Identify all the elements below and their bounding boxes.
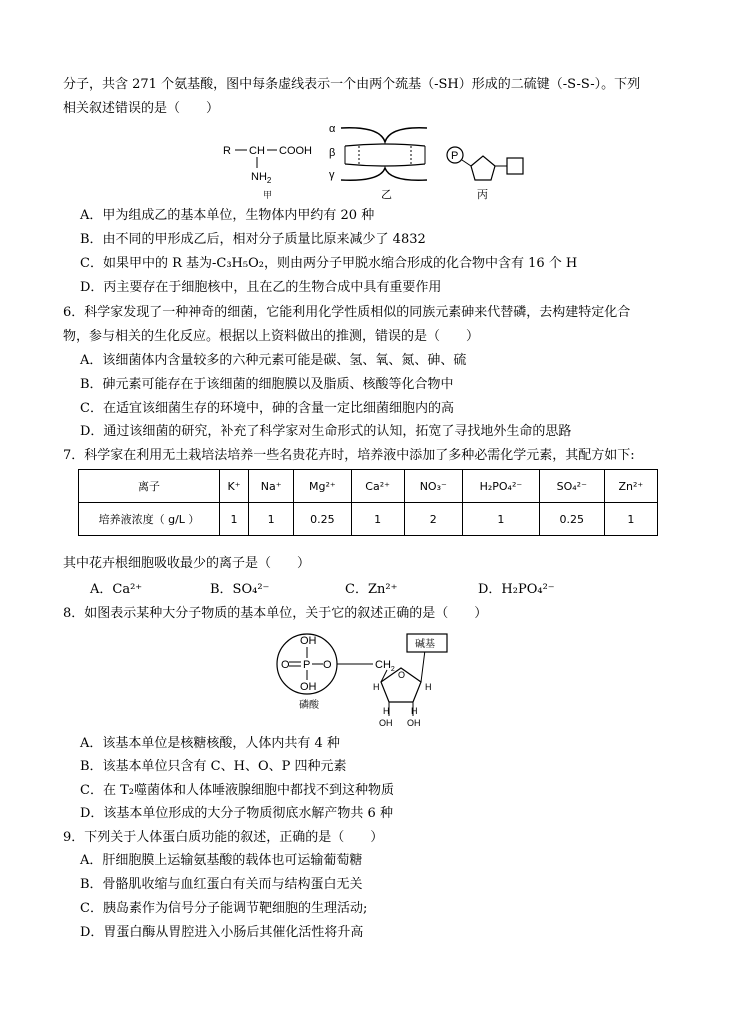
sugar-oh-2: OH bbox=[407, 718, 421, 728]
nh2-label: $NH_2$ bbox=[251, 171, 272, 185]
table-cell: 1 bbox=[604, 503, 657, 536]
table-header-cell: Ca²⁺ bbox=[351, 470, 404, 503]
q6-stem-line2: 物，参与相关的生化反应。根据以上资料做出的推测，错误的是（ ） bbox=[63, 329, 480, 344]
ion-concentration-table bbox=[78, 469, 658, 536]
table-cell: 0.25 bbox=[539, 503, 604, 536]
cooh-label: COOH bbox=[279, 145, 312, 157]
q7-question: 其中花卉根细胞吸收最少的离子是（ ） bbox=[63, 556, 311, 571]
q5-option-a[interactable]: A．甲为组成乙的基本单位，生物体内甲约有 20 种 bbox=[80, 208, 375, 223]
table-cell: 1 bbox=[220, 503, 249, 536]
sugar-h-2: H bbox=[425, 682, 432, 692]
phosphate-o-right: O bbox=[323, 659, 332, 671]
q7-option-b[interactable]: B．SO₄²⁻ bbox=[210, 582, 270, 597]
q8-option-c[interactable]: C．在 T₂噬菌体和人体唾液腺细胞中都找不到这种物质 bbox=[80, 783, 394, 798]
q7-option-c[interactable]: C．Zn²⁺ bbox=[345, 582, 398, 597]
fig-label-bing: 丙 bbox=[477, 189, 488, 201]
ch-label: CH bbox=[249, 145, 265, 157]
q6-option-c[interactable]: C．在适宜该细菌生存的环境中，砷的含量一定比细菌细胞内的高 bbox=[80, 401, 454, 416]
q7-stem: 7．科学家在利用无土栽培法培养一些名贵花卉时，培养液中添加了多种必需化学元素，其配方如下: bbox=[63, 448, 635, 463]
sugar-h-4: H bbox=[411, 706, 418, 716]
table-row bbox=[79, 503, 658, 536]
nucleotide-structure-figure bbox=[275, 628, 465, 728]
q9-option-b[interactable]: B．骨骼肌收缩与血红蛋白有关而与结构蛋白无关 bbox=[80, 877, 363, 892]
q9-option-c[interactable]: C．胰岛素作为信号分子能调节靶细胞的生理活动; bbox=[80, 901, 368, 916]
q5-stem-line1: 分子，共含 271 个氨基酸，图中每条虚线表示一个由两个巯基（-SH）形成的二硫键（-S-S-）。下列 bbox=[63, 77, 641, 92]
table-header-cell: Na⁺ bbox=[249, 470, 294, 503]
table-cell: 1 bbox=[351, 503, 404, 536]
phosphate-p-label: P bbox=[451, 150, 459, 162]
phosphate-label: 磷酸 bbox=[299, 700, 319, 711]
q9-option-d[interactable]: D．胃蛋白酶从胃腔进入小肠后其催化活性将升高 bbox=[80, 925, 364, 940]
phosphate-p: P bbox=[303, 659, 311, 671]
amino-acid-structure bbox=[223, 145, 312, 200]
ring-o-label: O bbox=[398, 670, 406, 680]
table-header-cell: H₂PO₄²⁻ bbox=[462, 470, 539, 503]
q5-option-b[interactable]: B．由不同的甲形成乙后，相对分子质量比原来减少了 4832 bbox=[80, 232, 426, 247]
alpha-label: α bbox=[329, 123, 336, 135]
protein-diagram bbox=[329, 123, 427, 201]
table-cell: 1 bbox=[462, 503, 539, 536]
q8-option-b[interactable]: B．该基本单位只含有 C、H、O、P 四种元素 bbox=[80, 759, 347, 774]
q9-stem: 9．下列关于人体蛋白质功能的叙述，正确的是（ ） bbox=[63, 830, 384, 845]
sugar-oh-1: OH bbox=[379, 718, 393, 728]
q9-option-a[interactable]: A．肝细胞膜上运输氨基酸的载体也可运输葡萄糖 bbox=[80, 853, 363, 868]
phosphate-oh-bottom: OH bbox=[300, 681, 317, 693]
table-header-cell: Mg²⁺ bbox=[294, 470, 351, 503]
q5-figure bbox=[215, 120, 535, 202]
table-header-row bbox=[79, 470, 658, 503]
sugar-h-3: H bbox=[383, 706, 390, 716]
phosphate-o-left: O bbox=[281, 659, 290, 671]
q7-option-d[interactable]: D．H₂PO₄²⁻ bbox=[478, 582, 555, 597]
q6-option-b[interactable]: B．砷元素可能存在于该细菌的细胞膜以及脂质、核酸等化合物中 bbox=[80, 377, 454, 392]
q5-stem-line2: 相关叙述错误的是（ ） bbox=[63, 101, 220, 116]
beta-label: β bbox=[329, 147, 336, 159]
table-header-cell: SO₄²⁻ bbox=[539, 470, 604, 503]
table-cell: 1 bbox=[249, 503, 294, 536]
ch2-label: $CH_2$ bbox=[375, 659, 395, 673]
table-cell: 2 bbox=[404, 503, 462, 536]
r-group-label: R bbox=[223, 145, 231, 157]
q6-option-a[interactable]: A．该细菌体内含量较多的六种元素可能是碳、氢、氧、氮、砷、硫 bbox=[80, 353, 467, 368]
q8-option-d[interactable]: D．该基本单位形成的大分子物质彻底水解产物共 6 种 bbox=[80, 806, 393, 821]
q5-option-d[interactable]: D．丙主要存在于细胞核中，且在乙的生物合成中具有重要作用 bbox=[80, 280, 442, 295]
q8-stem: 8．如图表示某种大分子物质的基本单位，关于它的叙述正确的是（ ） bbox=[63, 606, 488, 621]
q6-option-d[interactable]: D．通过该细菌的研究，补充了科学家对生命形式的认知，拓宽了寻找地外生命的思路 bbox=[80, 424, 572, 439]
gamma-label: γ bbox=[329, 169, 335, 181]
q8-option-a[interactable]: A．该基本单位是核糖核酸，人体内共有 4 种 bbox=[80, 736, 340, 751]
table-header-cell: 离子 bbox=[79, 470, 220, 503]
q6-stem-line1: 6．科学家发现了一种神奇的细菌，它能利用化学性质相似的同族元素砷来代替磷，去构建特定化合 bbox=[63, 305, 631, 320]
q5-option-c[interactable]: C．如果甲中的 R 基为-C₃H₅O₂，则由两分子甲脱水缩合形成的化合物中含有 16 个 H bbox=[80, 256, 578, 271]
phosphate-oh-top: OH bbox=[300, 635, 317, 647]
table-header-cell: K⁺ bbox=[220, 470, 249, 503]
sugar-h-1: H bbox=[373, 682, 380, 692]
table-header-cell: Zn²⁺ bbox=[604, 470, 657, 503]
table-cell: 0.25 bbox=[294, 503, 351, 536]
base-label: 碱基 bbox=[415, 639, 435, 650]
table-header-cell: NO₃⁻ bbox=[404, 470, 462, 503]
table-cell: 培养液浓度（ g/L ） bbox=[79, 503, 220, 536]
fig-label-jia: 甲 bbox=[263, 190, 273, 200]
nucleotide-diagram bbox=[447, 147, 523, 201]
q7-option-a[interactable]: A．Ca²⁺ bbox=[90, 582, 143, 597]
fig-label-yi: 乙 bbox=[381, 189, 392, 201]
